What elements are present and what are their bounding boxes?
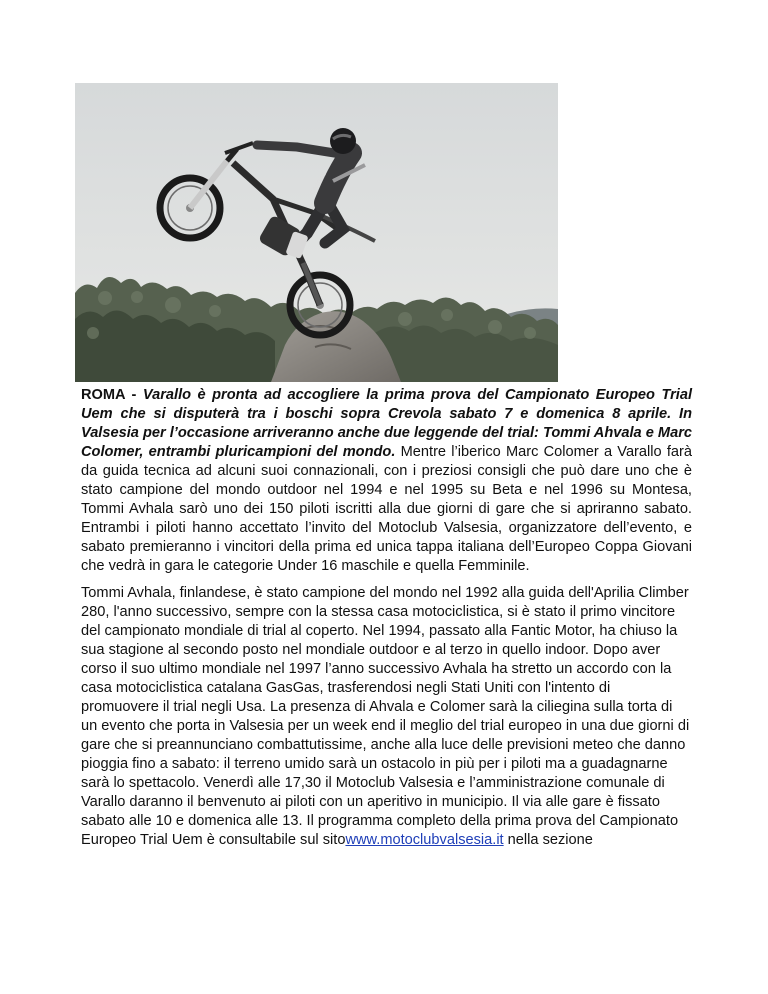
dateline-dash: - (125, 387, 143, 403)
bike-brand-text: GASGAS (309, 171, 329, 197)
dateline: ROMA (81, 387, 126, 403)
article-photo (75, 83, 558, 382)
trial-rider-image (75, 83, 558, 382)
article-body (81, 386, 692, 850)
lead-paragraph (81, 386, 692, 576)
lead-summary: Varallo è pronta ad accogliere la prima prova del Campionato Europeo Trial Uem che si disputerà tra i boschi sopra Crevola sabato 7 e domenica 8 aprile. In Valsesia per l’occasione arriveranno anche due leggende del trial: Tommi Ahvala e Marc Colomer, entrambi pluricampioni del mondo. (81, 387, 692, 460)
motoclub-website-link[interactable]: www.motoclubvalsesia.it (345, 832, 504, 848)
paragraph-2 (81, 584, 692, 850)
paragraph-1-body: Mentre l’iberico Marc Colomer a Varallo farà da guida tecnica ad alcuni suoi connazionali, con i preziosi consigli che può dare uno che è stato campione del mondo outdoor nel 1994 e nel 1995 su Beta e nel 1996 su Montesa, Tommi Avhala sarò uno dei 150 piloti iscritti alla due giorni di gare che si apriranno sabato. Entrambi i piloti hanno accettato l’invito del Motoclub Valsesia, organizzatore dell’evento, e sabato premieranno i vincitori della prima ed unica tappa italiana dell’Europeo Coppa Giovani che vedrà in gara le categorie Under 16 maschile e quella Femminile. (81, 444, 693, 574)
rider-helmet (330, 128, 356, 154)
paragraph-2-body: Tommi Avhala, finlandese, è stato campione del mondo nel 1992 alla guida dell'Aprilia Climber 280, l'anno successivo, sempre con la stessa casa motociclistica, si è stato il primo vincitore del campionato mondiale di trial al coperto. Nel 1994, passato alla Fantic Motor, ha chiuso la sua stagione al secondo posto nel mondiale outdoor e al terzo in quello indoor. Dopo aver corso il suo ultimo mondiale nel 1997 l’anno successivo Avhala ha stretto un accordo con la casa motociclistica catalana GasGas, trasferendosi negli Stati Uniti con l'intento di promuovere il trial negli Usa. La presenza di Ahvala e Colomer sarà la ciliegina sulla torta di un evento che porta in Valsesia per un week end il meglio del trial europeo in una due giorni di gare che si preannunciano combattutissime, anche alla luce delle previsioni meteo che danno pioggia fino a sabato: il terreno umido sarà un ostacolo in più per i piloti ma a guadagnarne sarà lo spettacolo. Venerdì alle 17,30 il Motoclub Valsesia e l’amministrazione comunale di Varallo daranno il benvenuto ai piloti con un aperitivo in municipio. Il via alle gare è fissato sabato alle 10 e domenica alle 13. Il programma completo della prima prova del Campionato Europeo Trial Uem è consultabile sul sito (81, 585, 690, 848)
paragraph-2-tail: nella sezione (503, 832, 593, 848)
